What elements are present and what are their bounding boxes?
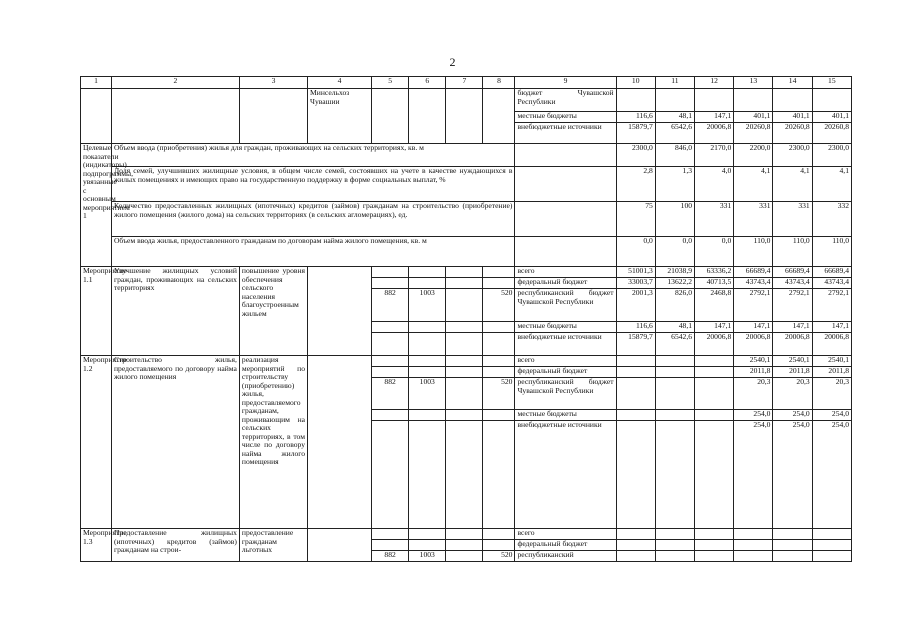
m11-goal: повышение уровня обеспечения сельского населения благоустроенным жильем <box>239 267 307 356</box>
col-header: 15 <box>812 77 851 89</box>
grbs-cell <box>372 367 409 378</box>
value-cell: 33003,7 <box>616 278 655 289</box>
vr-cell <box>483 278 515 289</box>
value-cell <box>655 421 694 529</box>
m13-name: Предоставление жилищных (ипотечных) кредитов (займов) гражданам на строи- <box>111 529 239 562</box>
col-header: 6 <box>409 77 446 89</box>
rzpr-cell <box>409 333 446 356</box>
empty-cell <box>308 529 372 562</box>
value-cell <box>616 551 655 562</box>
value-cell <box>812 89 851 112</box>
value-cell <box>655 367 694 378</box>
grbs-cell: 882 <box>372 289 409 322</box>
empty-cell <box>446 529 483 540</box>
vr-cell <box>483 529 515 540</box>
m13-goal: предоставление гражданам льготных <box>239 529 307 562</box>
col-header: 14 <box>773 77 812 89</box>
value-cell: 110,0 <box>734 237 773 267</box>
value-cell: 66689,4 <box>812 267 851 278</box>
grbs-cell <box>372 356 409 367</box>
indicator-text: Объем ввода жилья, предоставленного гражданам по договорам найма жилого помещения, кв. м <box>111 237 515 267</box>
value-cell: 2200,0 <box>734 144 773 167</box>
value-cell: 401,1 <box>773 112 812 123</box>
grbs-cell: 882 <box>372 551 409 562</box>
empty-cell <box>308 267 372 356</box>
rzpr-cell: 1003 <box>409 289 446 322</box>
empty-cell <box>515 167 616 202</box>
value-cell <box>616 540 655 551</box>
empty-cell <box>446 540 483 551</box>
empty-cell <box>308 356 372 529</box>
value-cell <box>695 378 734 410</box>
value-cell: 48,1 <box>655 112 694 123</box>
empty-cell <box>239 89 307 144</box>
value-cell: 331 <box>773 202 812 237</box>
value-cell: 116,6 <box>616 112 655 123</box>
col-header: 9 <box>515 77 616 89</box>
col-header: 7 <box>446 77 483 89</box>
value-cell: 2540,1 <box>773 356 812 367</box>
value-cell: 254,0 <box>812 410 851 421</box>
value-cell <box>655 410 694 421</box>
grbs-cell <box>372 322 409 333</box>
m11-label: Мероприятие 1.1 <box>81 267 112 356</box>
m12-goal: реализация мероприятий по строительству (приобретению) жилья, предоставляемого гражданам, проживающим на сельских территориях, в том числе по договору найма жилого помещения <box>239 356 307 529</box>
grbs-cell <box>372 333 409 356</box>
value-cell: 0,0 <box>616 237 655 267</box>
value-cell: 2011,8 <box>734 367 773 378</box>
vr-cell <box>483 540 515 551</box>
grbs-cell: 882 <box>372 378 409 410</box>
source-cell: местные бюджеты <box>515 410 616 421</box>
rzpr-cell <box>409 322 446 333</box>
source-cell: внебюджетные источники <box>515 123 616 144</box>
m11-name: Улучшение жилищных условий граждан, проживающих на сельских территориях <box>111 267 239 356</box>
value-cell: 147,1 <box>695 112 734 123</box>
value-cell: 20,3 <box>812 378 851 410</box>
value-cell: 2300,0 <box>616 144 655 167</box>
value-cell: 147,1 <box>734 322 773 333</box>
value-cell: 20260,8 <box>773 123 812 144</box>
vr-cell <box>483 333 515 356</box>
table-row <box>81 267 852 278</box>
vr-cell <box>483 356 515 367</box>
value-cell <box>616 378 655 410</box>
value-cell: 4,1 <box>773 167 812 202</box>
col-header: 13 <box>734 77 773 89</box>
source-cell: местные бюджеты <box>515 322 616 333</box>
rzpr-cell <box>409 410 446 421</box>
value-cell <box>812 529 851 540</box>
value-cell: 100 <box>655 202 694 237</box>
value-cell <box>734 529 773 540</box>
empty-cell <box>446 278 483 289</box>
value-cell: 20006,8 <box>734 333 773 356</box>
value-cell: 20,3 <box>734 378 773 410</box>
empty-cell <box>446 322 483 333</box>
value-cell: 2,8 <box>616 167 655 202</box>
col-header: 11 <box>655 77 694 89</box>
value-cell: 2792,1 <box>812 289 851 322</box>
value-cell: 826,0 <box>655 289 694 322</box>
value-cell: 48,1 <box>655 322 694 333</box>
rzpr-cell <box>409 356 446 367</box>
value-cell: 2468,8 <box>695 289 734 322</box>
empty-cell <box>515 144 616 167</box>
grbs-cell <box>372 421 409 529</box>
value-cell: 846,0 <box>655 144 694 167</box>
value-cell: 20006,8 <box>695 333 734 356</box>
col-header: 1 <box>81 77 112 89</box>
table-row <box>81 529 852 540</box>
table-row <box>81 237 852 267</box>
vr-cell <box>483 421 515 529</box>
vr-cell <box>483 410 515 421</box>
empty-cell <box>446 421 483 529</box>
value-cell: 2792,1 <box>734 289 773 322</box>
m13-label: Мероприятие 1.3 <box>81 529 112 562</box>
value-cell <box>773 551 812 562</box>
source-cell: республиканский бюджет Чувашской Республики <box>515 378 616 410</box>
grbs-cell <box>372 410 409 421</box>
value-cell <box>655 551 694 562</box>
value-cell <box>616 356 655 367</box>
rzpr-cell <box>409 421 446 529</box>
rzpr-cell <box>409 367 446 378</box>
col-header: 12 <box>695 77 734 89</box>
value-cell: 254,0 <box>773 421 812 529</box>
rzpr-cell <box>409 267 446 278</box>
value-cell: 66689,4 <box>773 267 812 278</box>
value-cell: 15879,7 <box>616 333 655 356</box>
value-cell <box>695 410 734 421</box>
empty-cell <box>409 89 446 144</box>
value-cell: 13622,2 <box>655 278 694 289</box>
empty-cell <box>372 89 409 144</box>
value-cell: 51001,3 <box>616 267 655 278</box>
empty-cell <box>446 367 483 378</box>
value-cell: 147,1 <box>773 322 812 333</box>
value-cell: 2792,1 <box>773 289 812 322</box>
source-cell: внебюджетные источники <box>515 333 616 356</box>
col-header: 2 <box>111 77 239 89</box>
m12-name: Строительство жилья, предоставляемого по договору найма жилого помещения <box>111 356 239 529</box>
value-cell: 20006,8 <box>812 333 851 356</box>
source-cell: республиканский <box>515 551 616 562</box>
value-cell <box>616 89 655 112</box>
empty-cell <box>446 89 483 144</box>
col-header: 8 <box>483 77 515 89</box>
value-cell: 2300,0 <box>812 144 851 167</box>
vr-cell <box>483 367 515 378</box>
value-cell <box>695 529 734 540</box>
value-cell: 2011,8 <box>773 367 812 378</box>
vr-cell <box>483 322 515 333</box>
program-table <box>80 76 852 562</box>
empty-cell <box>483 89 515 144</box>
vr-cell: 520 <box>483 289 515 322</box>
value-cell: 43743,4 <box>812 278 851 289</box>
value-cell <box>734 551 773 562</box>
value-cell <box>695 421 734 529</box>
value-cell: 0,0 <box>695 237 734 267</box>
value-cell: 147,1 <box>695 322 734 333</box>
value-cell: 116,6 <box>616 322 655 333</box>
source-cell: республиканский бюджет Чувашской Республики <box>515 289 616 322</box>
value-cell: 2300,0 <box>773 144 812 167</box>
value-cell: 110,0 <box>773 237 812 267</box>
empty-cell <box>446 333 483 356</box>
vr-cell: 520 <box>483 551 515 562</box>
column-header-row <box>81 77 852 89</box>
value-cell <box>655 356 694 367</box>
empty-cell <box>515 202 616 237</box>
col-header: 10 <box>616 77 655 89</box>
value-cell <box>616 421 655 529</box>
table-row <box>81 144 852 167</box>
value-cell: 20260,8 <box>812 123 851 144</box>
m12-label: Мероприятие 1.2 <box>81 356 112 529</box>
empty-cell <box>446 551 483 562</box>
indicator-text: Количество предоставленных жилищных (ипотечных) кредитов (займов) гражданам на строительство (приобретение) жилого помещения (жилого дома) на сельских территориях (в сельских агломерациях), ед. <box>111 202 515 237</box>
rzpr-cell: 1003 <box>409 378 446 410</box>
value-cell: 66689,4 <box>734 267 773 278</box>
empty-cell <box>81 89 112 144</box>
value-cell: 4,1 <box>812 167 851 202</box>
value-cell <box>773 89 812 112</box>
value-cell <box>812 540 851 551</box>
source-cell: федеральный бюджет <box>515 367 616 378</box>
value-cell: 15879,7 <box>616 123 655 144</box>
empty-cell <box>446 267 483 278</box>
source-cell: всего <box>515 529 616 540</box>
value-cell <box>695 367 734 378</box>
table-row <box>81 356 852 367</box>
source-cell: федеральный бюджет <box>515 540 616 551</box>
value-cell <box>695 540 734 551</box>
value-cell: 2170,0 <box>695 144 734 167</box>
value-cell <box>773 540 812 551</box>
value-cell <box>655 378 694 410</box>
value-cell: 147,1 <box>812 322 851 333</box>
value-cell: 20260,8 <box>734 123 773 144</box>
grbs-cell <box>372 529 409 540</box>
value-cell <box>616 367 655 378</box>
value-cell: 254,0 <box>734 410 773 421</box>
source-cell: всего <box>515 267 616 278</box>
col-header: 5 <box>372 77 409 89</box>
targets-label: Целевые показатели (индикаторы) подпрограммы, увязанные с основным мероприятием 1 <box>81 144 112 267</box>
value-cell: 75 <box>616 202 655 237</box>
value-cell <box>734 89 773 112</box>
table-row <box>81 89 852 112</box>
value-cell: 401,1 <box>812 112 851 123</box>
ministry-cell: Минсельхоз Чувашии <box>308 89 372 144</box>
value-cell: 2540,1 <box>812 356 851 367</box>
page-number: 2 <box>449 55 456 69</box>
value-cell <box>773 529 812 540</box>
rzpr-cell <box>409 540 446 551</box>
value-cell: 110,0 <box>812 237 851 267</box>
value-cell <box>655 529 694 540</box>
value-cell <box>812 551 851 562</box>
value-cell: 20006,8 <box>773 333 812 356</box>
value-cell <box>616 410 655 421</box>
value-cell: 40713,5 <box>695 278 734 289</box>
value-cell: 331 <box>734 202 773 237</box>
empty-cell <box>446 410 483 421</box>
value-cell: 6542,6 <box>655 123 694 144</box>
source-cell: бюджет Чувашской Республики <box>515 89 616 112</box>
col-header: 3 <box>239 77 307 89</box>
value-cell: 4,0 <box>695 167 734 202</box>
value-cell: 43743,4 <box>734 278 773 289</box>
value-cell: 1,3 <box>655 167 694 202</box>
value-cell <box>734 540 773 551</box>
empty-cell <box>446 356 483 367</box>
value-cell: 254,0 <box>812 421 851 529</box>
value-cell <box>695 356 734 367</box>
source-cell: всего <box>515 356 616 367</box>
value-cell: 21038,9 <box>655 267 694 278</box>
empty-cell <box>111 89 239 144</box>
table-row <box>81 202 852 237</box>
source-cell: федеральный бюджет <box>515 278 616 289</box>
value-cell <box>695 551 734 562</box>
rzpr-cell: 1003 <box>409 551 446 562</box>
vr-cell <box>483 267 515 278</box>
value-cell: 0,0 <box>655 237 694 267</box>
value-cell: 20,3 <box>773 378 812 410</box>
value-cell: 43743,4 <box>773 278 812 289</box>
source-cell: местные бюджеты <box>515 112 616 123</box>
indicator-text: Объем ввода (приобретения) жилья для граждан, проживающих на сельских территориях, кв. м <box>111 144 515 167</box>
empty-cell <box>446 289 483 322</box>
value-cell: 254,0 <box>773 410 812 421</box>
value-cell: 2011,8 <box>812 367 851 378</box>
empty-cell <box>446 378 483 410</box>
rzpr-cell <box>409 529 446 540</box>
value-cell: 401,1 <box>734 112 773 123</box>
value-cell: 254,0 <box>734 421 773 529</box>
value-cell <box>616 529 655 540</box>
grbs-cell <box>372 267 409 278</box>
empty-cell <box>515 237 616 267</box>
value-cell: 4,1 <box>734 167 773 202</box>
value-cell <box>655 89 694 112</box>
value-cell: 331 <box>695 202 734 237</box>
value-cell <box>695 89 734 112</box>
value-cell: 2540,1 <box>734 356 773 367</box>
indicator-text: Доля семей, улучшивших жилищные условия, в общем числе семей, состоявших на учете в качестве нуждающихся в жилых помещениях и имеющих право на государственную поддержку в форме социальных выплат, % <box>111 167 515 202</box>
vr-cell: 520 <box>483 378 515 410</box>
grbs-cell <box>372 278 409 289</box>
value-cell: 2001,3 <box>616 289 655 322</box>
rzpr-cell <box>409 278 446 289</box>
grbs-cell <box>372 540 409 551</box>
value-cell <box>655 540 694 551</box>
value-cell: 63336,2 <box>695 267 734 278</box>
source-cell: внебюджетные источники <box>515 421 616 529</box>
value-cell: 6542,6 <box>655 333 694 356</box>
value-cell: 332 <box>812 202 851 237</box>
col-header: 4 <box>308 77 372 89</box>
value-cell: 20006,8 <box>695 123 734 144</box>
table-row <box>81 167 852 202</box>
